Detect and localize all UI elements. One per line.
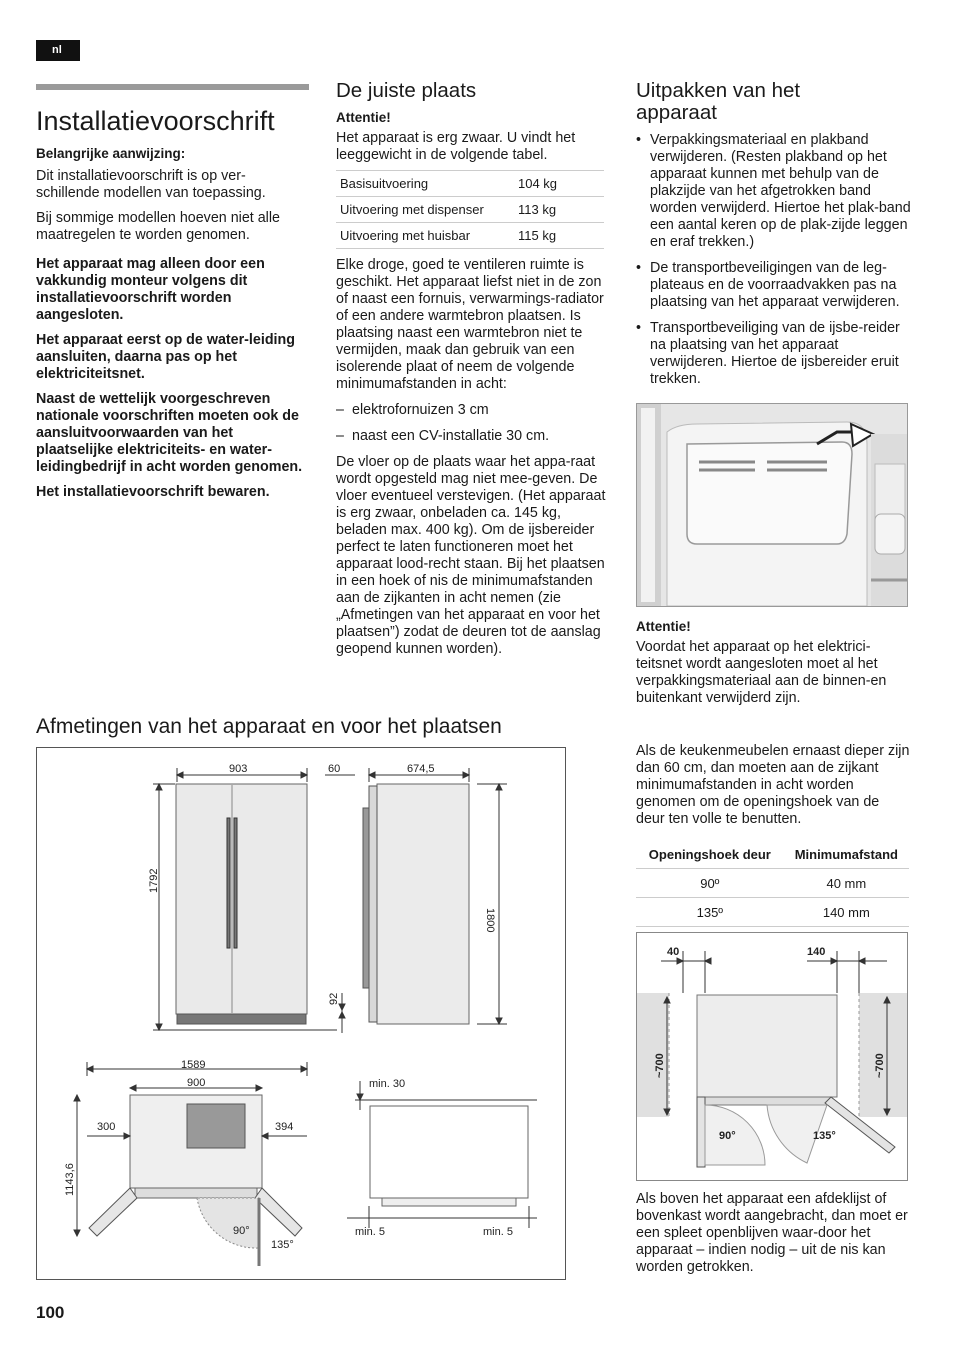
dimensions-title: Afmetingen van het apparaat en voor het plaatsen <box>36 715 502 738</box>
dimensions-figure <box>36 747 566 1280</box>
clearance-figure <box>636 932 908 1181</box>
table-row <box>336 171 604 197</box>
weight-cell: 104 kg <box>514 171 604 197</box>
list-item: • De transportbeveiligingen van de leg-plateaus en de voorraadvakken pas na plaatsing van het apparaat verwijderen. <box>636 260 911 311</box>
attention-block <box>636 618 911 707</box>
dim-1792: 1792 <box>148 868 160 893</box>
angle-135: 135° <box>271 1239 294 1251</box>
column-unpacking <box>636 80 911 397</box>
column-installation <box>36 106 306 509</box>
table-cell: 90º <box>636 869 784 898</box>
unpacking-list <box>636 132 911 388</box>
page-title: Installatievoorschrift <box>36 106 275 136</box>
dim-903: 903 <box>229 763 248 775</box>
paragraph: Als boven het apparaat een afdeklijst of bovenkast wordt aangebracht, dan moet er een spleet openblijven waar-door het apparaat – indien nodig – uit de nis kan worden getrokken. <box>636 1191 908 1275</box>
attention-label: Attentie! <box>636 619 691 634</box>
dim-min30: min. 30 <box>369 1078 406 1090</box>
paragraph: Bij sommige modellen hoeven niet alle maatregelen te worden genomen. <box>36 210 280 243</box>
list-item: • Transportbeveiliging van de ijsbe-reider na plaatsing van het apparaat verwijderen. Hiertoe de ijsbereider eruit trekken. <box>636 320 911 388</box>
clearance-angle-90: 90° <box>719 1130 736 1142</box>
note-heading: Belangrijke aanwijzing: <box>36 146 186 161</box>
clearance-140: 140 <box>807 946 826 958</box>
section-rule <box>36 84 309 90</box>
list-item: – elektrofornuizen 3 cm <box>336 402 606 419</box>
section-title: Uitpakken van het apparaat <box>636 79 801 124</box>
model-cell: Basisuitvoering <box>336 171 514 197</box>
dim-60: 60 <box>328 763 341 775</box>
table-row <box>336 197 604 223</box>
table-cell: 140 mm <box>784 898 909 927</box>
model-cell: Uitvoering met dispenser <box>336 197 514 223</box>
weight-table <box>336 170 604 249</box>
col-header: Minimumafstand <box>794 846 898 862</box>
dim-1589: 1589 <box>181 1059 206 1071</box>
dim-394: 394 <box>275 1121 294 1133</box>
list-item: • Verpakkingsmateriaal en plakband verwijderen. (Resten plakband op het apparaat kunnen met behulp van de plakzijde van het afgetrokken band worden verwijderd. Hiertoe het plak-band een aantal keren op de plak-zijde leggen en eraf trekken.) <box>636 132 911 251</box>
clearance-text <box>636 743 911 828</box>
clearance-700-right: ~700 <box>874 1053 886 1078</box>
dim-min5-left: min. 5 <box>355 1226 385 1238</box>
list-item: – naast een CV-installatie 30 cm. <box>336 428 606 445</box>
paragraph: Voordat het apparaat op het elektrici-teitsnet wordt aangesloten moet al het verpakkingsmateriaal aan de binnen-en buitenkant verwijderd zijn. <box>636 639 887 706</box>
warning-paragraph: Het apparaat eerst op de water-leiding aansluiten, daarna pas op het elektriciteitsnet. <box>36 332 295 382</box>
clearance-700-left: ~700 <box>654 1053 666 1078</box>
dim-674: 674,5 <box>407 763 435 775</box>
language-tab: nl <box>36 40 80 61</box>
paragraph: Het apparaat is erg zwaar. U vindt het leeggewicht in de volgende tabel. <box>336 130 576 163</box>
warning-paragraph: Naast de wettelijk voorgeschreven nationale voorschriften moeten ook de aansluitvoorwaarden van het plaatselijke elektriciteits- en water-leidingbedrijf in acht worden genomen. <box>36 391 303 475</box>
paragraph: Dit installatievoorschrift is op ver-schillende modellen van toepassing. <box>36 168 266 201</box>
clearance-40: 40 <box>667 946 680 958</box>
dim-1143: 1143,6 <box>64 1163 76 1196</box>
top-gap-text <box>636 1191 911 1276</box>
dim-900: 900 <box>187 1077 206 1089</box>
table-cell: 135º <box>636 898 784 927</box>
column-location <box>336 80 606 666</box>
dim-92: 92 <box>328 992 340 1005</box>
dim-min5-right: min. 5 <box>483 1226 513 1238</box>
page-number: 100 <box>36 1303 65 1322</box>
attention-label: Attentie! <box>336 110 391 125</box>
dim-1800: 1800 <box>484 908 496 933</box>
warning-paragraph: Het installatievoorschrift bewaren. <box>36 484 270 500</box>
table-row <box>336 223 604 249</box>
col-header: Openingshoek deur <box>648 846 771 862</box>
table-cell: 40 mm <box>784 869 909 898</box>
weight-cell: 113 kg <box>514 197 604 223</box>
angle-90: 90° <box>233 1225 250 1237</box>
warning-paragraph: Het apparaat mag alleen door een vakkundig monteur volgens dit installatievoorschrift worden aangesloten. <box>36 256 265 323</box>
weight-cell: 115 kg <box>514 223 604 249</box>
paragraph: Elke droge, goed te ventileren ruimte is geschikt. Het apparaat liefst niet in de zon of naast een fornuis, verwarmings-radiator of een andere warmtebron plaatsen. Is plaatsing naast een warmtebron niet te vermijden, maak dan gebruik van een isolerende plaat of neem de volgende minimumafstanden in acht: <box>336 257 604 392</box>
clearance-angle-135: 135° <box>813 1130 836 1142</box>
paragraph: De vloer op de plaats waar het appa-raat wordt opgesteld mag niet mee-geven. De vloer eventueel verstevigen. (Het apparaat is erg zwaar, onbeladen ca. 145 kg, beladen max. 400 kg). Om de ijsbereider perfect te laten functioneren moet het apparaat lood-recht staan. Bij het plaatsen in een hoek of nis de minimumafstanden aan de zijkanten in acht nemen (zie „Afmetingen van het apparaat en voor het plaatsen”) zodat de deuren tot de aanslag geopend kunnen worden). <box>336 454 606 657</box>
dim-300: 300 <box>97 1121 116 1133</box>
opening-table <box>636 840 909 927</box>
paragraph: Als de keukenmeubelen ernaast dieper zijn dan 60 cm, dan moeten aan de zijkant minimumafstanden in acht worden genomen om de openingshoek van de deur ten volle te benutten. <box>636 743 910 827</box>
ice-maker-photo <box>636 403 908 607</box>
model-cell: Uitvoering met huisbar <box>336 223 514 249</box>
section-title: De juiste plaats <box>336 79 477 102</box>
